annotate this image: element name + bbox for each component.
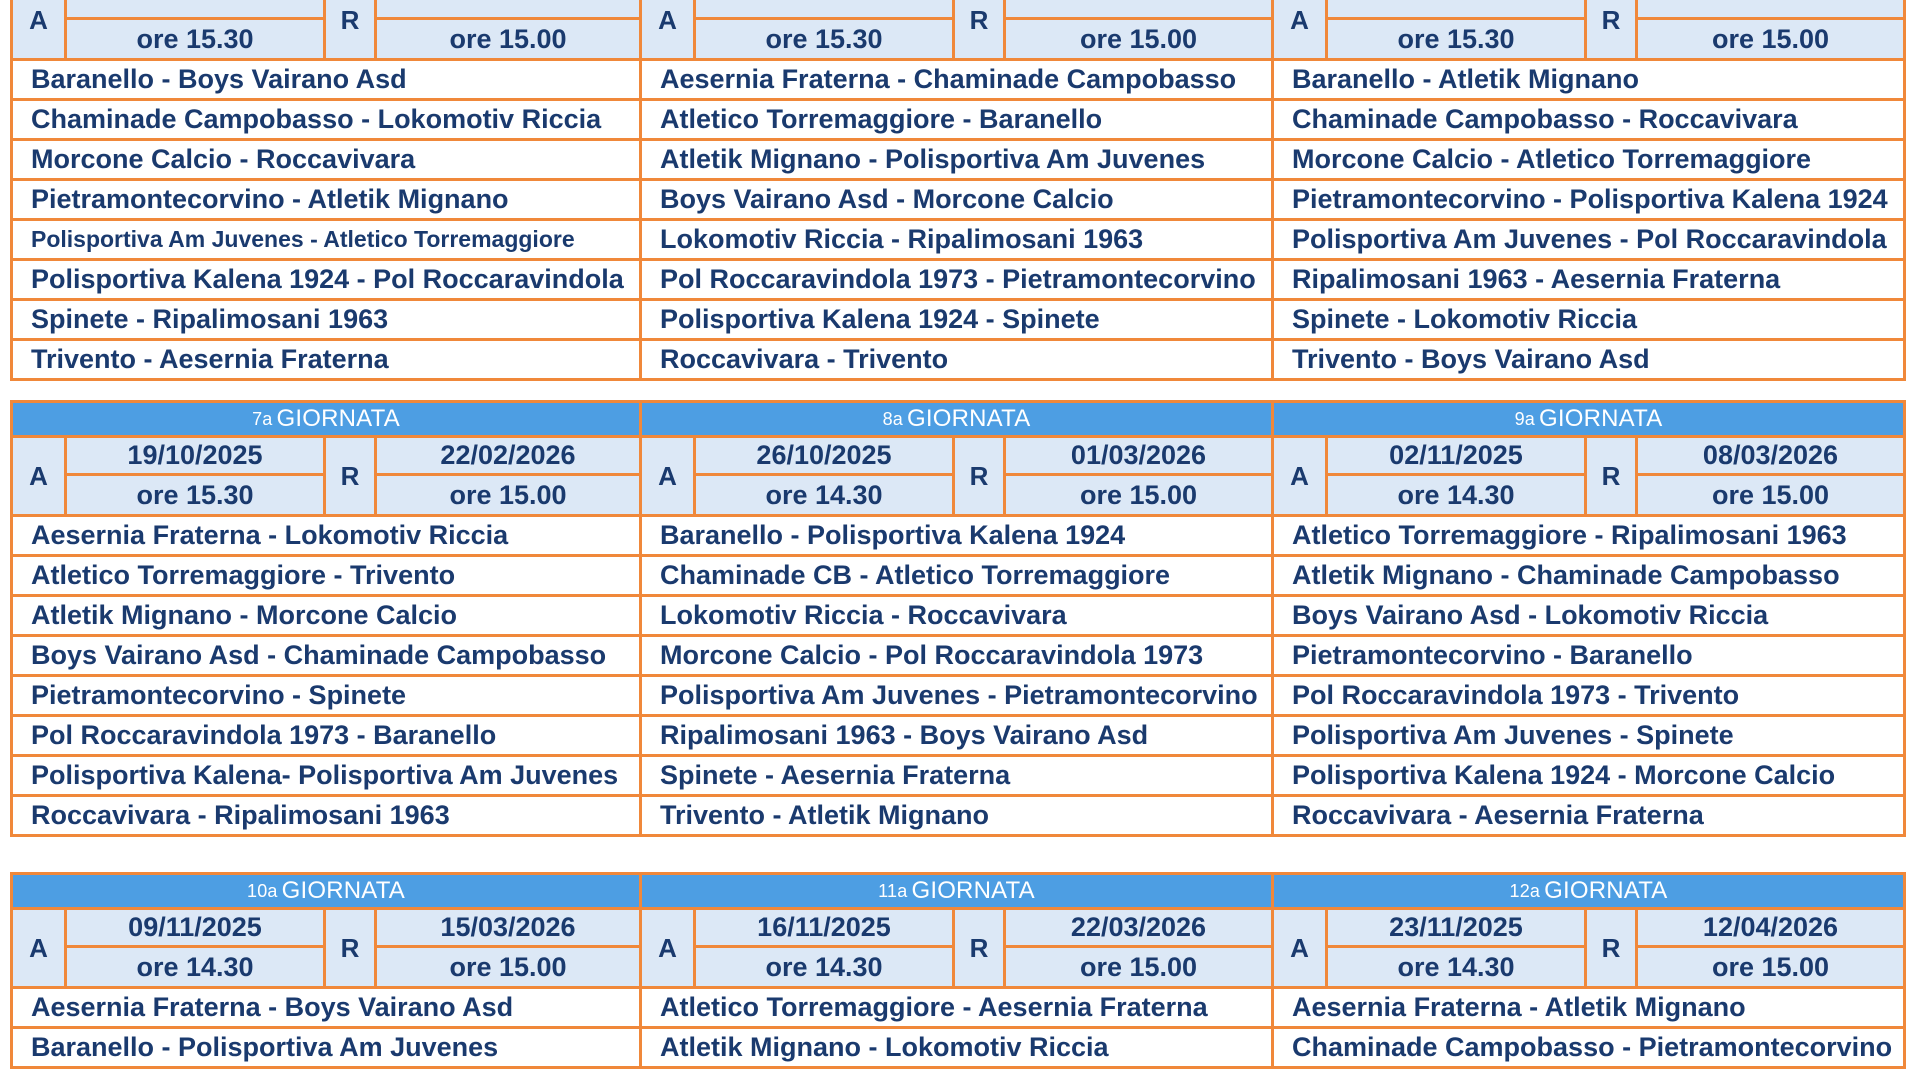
- match-row: Aesernia Fraterna - Boys Vairano Asd: [13, 989, 639, 1029]
- match-row: Polisportiva Am Juvenes - Pietramontecorvino: [642, 677, 1271, 717]
- round-column: [10, 0, 642, 381]
- schedule-block-1: [10, 0, 1910, 381]
- andata-time: ore 14.30: [1397, 479, 1515, 510]
- andata-label: A: [642, 438, 696, 514]
- ritorno-label: R: [952, 438, 1006, 514]
- match-row: Baranello - Polisportiva Kalena 1924: [642, 517, 1271, 557]
- match-row: Polisportiva Kalena 1924 - Pol Roccaravindola: [13, 261, 639, 301]
- andata-time: ore 15.30: [136, 23, 254, 54]
- round-header: [1274, 403, 1903, 438]
- andata-date: 19/10/2025: [67, 438, 323, 476]
- date-grid: [1274, 0, 1903, 61]
- round-title: GIORNATA: [276, 405, 400, 432]
- andata-label: A: [1274, 910, 1328, 986]
- andata-date: [696, 0, 952, 20]
- match-row: Polisportiva Kalena- Polisportiva Am Juvenes: [13, 757, 639, 797]
- andata-time: ore 15.30: [136, 479, 254, 510]
- ritorno-label: R: [1584, 438, 1638, 514]
- ritorno-label: R: [323, 0, 377, 58]
- round-column: [642, 872, 1274, 1069]
- andata-date: [1328, 0, 1584, 20]
- match-row: Atletico Torremaggiore - Trivento: [13, 557, 639, 597]
- match-row: Aesernia Fraterna - Lokomotiv Riccia: [13, 517, 639, 557]
- match-row: Pol Roccaravindola 1973 - Pietramontecorvino: [642, 261, 1271, 301]
- ritorno-label: R: [1584, 910, 1638, 986]
- match-row: Morcone Calcio - Atletico Torremaggiore: [1274, 141, 1903, 181]
- match-row: Boys Vairano Asd - Lokomotiv Riccia: [1274, 597, 1903, 637]
- andata-label: A: [13, 910, 67, 986]
- match-row: Spinete - Lokomotiv Riccia: [1274, 301, 1903, 341]
- date-grid: [642, 910, 1271, 989]
- andata-label: A: [1274, 0, 1328, 58]
- round-column: [1274, 400, 1906, 837]
- andata-label: A: [642, 0, 696, 58]
- match-row: Lokomotiv Riccia - Roccavivara: [642, 597, 1271, 637]
- match-row: Chaminade Campobasso - Roccavivara: [1274, 101, 1903, 141]
- match-row: Aesernia Fraterna - Atletik Mignano: [1274, 989, 1903, 1029]
- date-grid: [642, 438, 1271, 517]
- match-row: Atletico Torremaggiore - Baranello: [642, 101, 1271, 141]
- round-title: GIORNATA: [911, 877, 1035, 904]
- round-title: GIORNATA: [281, 877, 406, 904]
- andata-time: ore 14.30: [765, 951, 883, 982]
- round-header: [13, 875, 639, 910]
- round-column: [1274, 0, 1906, 381]
- ritorno-label: R: [323, 910, 377, 986]
- match-row: Pol Roccaravindola 1973 - Trivento: [1274, 677, 1903, 717]
- andata-date: 02/11/2025: [1328, 438, 1584, 476]
- ritorno-date: [377, 0, 639, 20]
- match-row: Polisportiva Kalena 1924 - Morcone Calcio: [1274, 757, 1903, 797]
- ritorno-date: 22/03/2026: [1006, 910, 1271, 948]
- round-number: 10a: [246, 880, 278, 901]
- date-grid: [1274, 438, 1903, 517]
- date-grid: [13, 910, 639, 989]
- match-row: Atletico Torremaggiore - Ripalimosani 1963: [1274, 517, 1903, 557]
- date-grid: [1274, 910, 1903, 989]
- match-row: Atletico Torremaggiore - Aesernia Fraterna: [642, 989, 1271, 1029]
- andata-time: ore 15.30: [765, 23, 883, 54]
- andata-time: ore 15.30: [1397, 23, 1515, 54]
- round-number: 7a: [252, 408, 273, 429]
- match-row: Morcone Calcio - Pol Roccaravindola 1973: [642, 637, 1271, 677]
- ritorno-date: 08/03/2026: [1638, 438, 1903, 476]
- match-row: Atletik Mignano - Chaminade Campobasso: [1274, 557, 1903, 597]
- date-grid: [13, 0, 639, 61]
- andata-date: [67, 0, 323, 20]
- ritorno-date: 01/03/2026: [1006, 438, 1271, 476]
- round-header: [642, 875, 1271, 910]
- round-title: GIORNATA: [907, 405, 1031, 432]
- match-row: Trivento - Boys Vairano Asd: [1292, 344, 1650, 374]
- match-row: Pietramontecorvino - Atletik Mignano: [13, 181, 639, 221]
- round-header: [13, 403, 639, 438]
- match-row: Aesernia Fraterna - Chaminade Campobasso: [642, 61, 1271, 101]
- match-row: Pol Roccaravindola 1973 - Baranello: [13, 717, 639, 757]
- ritorno-date: 22/02/2026: [377, 438, 639, 476]
- ritorno-time: ore 15.00: [1711, 23, 1830, 54]
- match-row: Polisportiva Am Juvenes - Atletico Torremaggiore: [13, 221, 639, 261]
- match-row: Pietramontecorvino - Spinete: [13, 677, 639, 717]
- match-row: Baranello - Boys Vairano Asd: [13, 61, 639, 101]
- match-row: Boys Vairano Asd - Chaminade Campobasso: [13, 637, 639, 677]
- date-grid: [13, 438, 639, 517]
- match-row: Spinete - Ripalimosani 1963: [13, 301, 639, 341]
- match-row: Lokomotiv Riccia - Ripalimosani 1963: [642, 221, 1271, 261]
- round-title: GIORNATA: [1544, 877, 1668, 904]
- ritorno-label: R: [323, 438, 377, 514]
- match-row: Atletik Mignano - Polisportiva Am Juvenes: [642, 141, 1271, 181]
- match-row: Morcone Calcio - Roccavivara: [13, 141, 639, 181]
- andata-date: 16/11/2025: [696, 910, 952, 948]
- round-number: 12a: [1509, 880, 1541, 901]
- match-row: Chaminade CB - Atletico Torremaggiore: [642, 557, 1271, 597]
- ritorno-time: ore 15.00: [1079, 951, 1198, 982]
- match-row: Pietramontecorvino - Polisportiva Kalena 1924: [1274, 181, 1903, 221]
- round-column: [10, 872, 642, 1069]
- andata-label: A: [1274, 438, 1328, 514]
- ritorno-label: R: [952, 910, 1006, 986]
- andata-date: 23/11/2025: [1328, 910, 1584, 948]
- match-row: Roccavivara - Aesernia Fraterna: [1292, 800, 1704, 830]
- round-number: 8a: [882, 408, 904, 429]
- andata-time: ore 14.30: [1397, 951, 1515, 982]
- round-column: [642, 0, 1274, 381]
- match-row: Boys Vairano Asd - Morcone Calcio: [642, 181, 1271, 221]
- match-row: Polisportiva Kalena 1924 - Spinete: [642, 301, 1271, 341]
- schedule-block-2: [10, 400, 1910, 837]
- schedule-block-3: [10, 872, 1910, 1069]
- round-number: 9a: [1514, 408, 1536, 429]
- match-row: Spinete - Aesernia Fraterna: [642, 757, 1271, 797]
- round-header: [642, 403, 1271, 438]
- ritorno-time: ore 15.00: [1711, 951, 1830, 982]
- match-row: Baranello - Polisportiva Am Juvenes: [31, 1032, 499, 1062]
- andata-label: A: [642, 910, 696, 986]
- date-grid: [642, 0, 1271, 61]
- match-row: Chaminade Campobasso - Pietramontecorvino: [1292, 1032, 1893, 1062]
- andata-date: 09/11/2025: [67, 910, 323, 948]
- round-column: [642, 400, 1274, 837]
- match-row: Atletik Mignano - Morcone Calcio: [13, 597, 639, 637]
- andata-time: ore 14.30: [765, 479, 883, 510]
- round-column: [1274, 872, 1906, 1069]
- ritorno-time: ore 15.00: [1079, 23, 1198, 54]
- andata-label: A: [13, 438, 67, 514]
- ritorno-date: [1006, 0, 1271, 20]
- match-row: Baranello - Atletik Mignano: [1274, 61, 1903, 101]
- ritorno-label: R: [1584, 0, 1638, 58]
- round-number: 11a: [878, 880, 908, 901]
- andata-label: A: [13, 0, 67, 58]
- ritorno-date: 15/03/2026: [377, 910, 639, 948]
- ritorno-label: R: [952, 0, 1006, 58]
- match-row: Ripalimosani 1963 - Aesernia Fraterna: [1274, 261, 1903, 301]
- ritorno-time: ore 15.00: [1079, 479, 1198, 510]
- match-row: Trivento - Aesernia Fraterna: [31, 344, 389, 374]
- round-title: GIORNATA: [1539, 405, 1663, 432]
- andata-date: 26/10/2025: [696, 438, 952, 476]
- ritorno-time: ore 15.00: [1711, 479, 1830, 510]
- match-row: Polisportiva Am Juvenes - Pol Roccaravindola: [1274, 221, 1903, 261]
- ritorno-time: ore 15.00: [449, 479, 567, 510]
- match-row: Polisportiva Am Juvenes - Spinete: [1274, 717, 1903, 757]
- round-header: [1274, 875, 1903, 910]
- match-row: Roccavivara - Ripalimosani 1963: [31, 800, 450, 830]
- ritorno-time: ore 15.00: [449, 951, 567, 982]
- match-row: Atletik Mignano - Lokomotiv Riccia: [660, 1032, 1109, 1062]
- ritorno-date: [1638, 0, 1903, 20]
- andata-time: ore 14.30: [136, 951, 254, 982]
- match-row: Ripalimosani 1963 - Boys Vairano Asd: [642, 717, 1271, 757]
- match-row: Trivento - Atletik Mignano: [660, 800, 990, 830]
- round-column: [10, 400, 642, 837]
- match-row: Pietramontecorvino - Baranello: [1274, 637, 1903, 677]
- match-row: Roccavivara - Trivento: [660, 344, 949, 374]
- ritorno-date: 12/04/2026: [1638, 910, 1903, 948]
- match-row: Chaminade Campobasso - Lokomotiv Riccia: [13, 101, 639, 141]
- ritorno-time: ore 15.00: [449, 23, 567, 54]
